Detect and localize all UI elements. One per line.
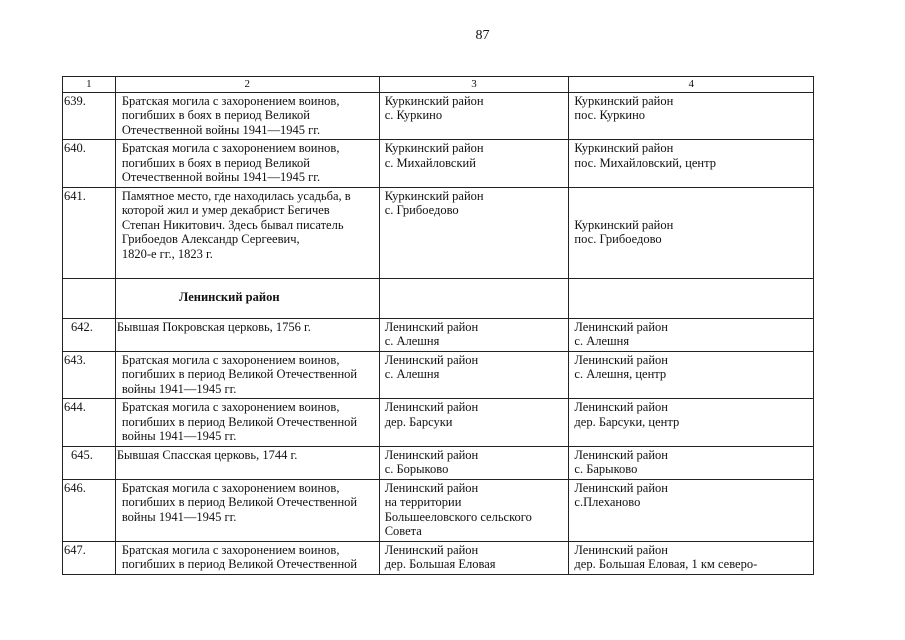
row-description: Памятное место, где находилась усадьба, в которой жил и умер декабрист Бегичев Степан Никитович. Здесь бывал писатель Грибоедов Александр Сергеевич, 1820-е гг., 1823 г. <box>115 187 379 278</box>
row-location: Куркинский район с. Куркино <box>379 92 569 140</box>
page-number: 87 <box>475 28 490 43</box>
row-number: 641. <box>63 187 116 278</box>
table-row <box>63 351 814 399</box>
row-location: Ленинский район дер. Большая Еловая <box>379 541 569 574</box>
row-location: Ленинский район с. Борыково <box>379 446 569 479</box>
section-empty-cell <box>379 278 569 318</box>
header-col-4: 4 <box>569 77 814 93</box>
row-number: 644. <box>63 399 116 447</box>
row-number: 640. <box>63 140 116 188</box>
table-row <box>63 187 814 278</box>
row-description: Братская могила с захоронением воинов, погибших в период Великой Отечественной войны 1941—1945 гг. <box>115 351 379 399</box>
row-location: Ленинский район дер. Барсуки <box>379 399 569 447</box>
table-row <box>63 479 814 541</box>
table-row <box>63 541 814 574</box>
table-row <box>63 399 814 447</box>
row-number: 645. <box>63 446 116 479</box>
header-col-2: 2 <box>115 77 379 93</box>
row-number: 639. <box>63 92 116 140</box>
row-site: Куркинский район пос. Грибоедово <box>569 187 814 278</box>
table-row <box>63 92 814 140</box>
row-site: Ленинский район с. Алешня <box>569 318 814 351</box>
section-empty-cell <box>63 278 116 318</box>
table-row <box>63 140 814 188</box>
row-description: Братская могила с захоронением воинов, погибших в боях в период Великой Отечественной войны 1941—1945 гг. <box>115 92 379 140</box>
row-number: 646. <box>63 479 116 541</box>
row-location: Куркинский район с. Михайловский <box>379 140 569 188</box>
monuments-table <box>62 76 814 575</box>
row-description: Бывшая Спасская церковь, 1744 г. <box>115 446 379 479</box>
row-description: Бывшая Покровская церковь, 1756 г. <box>115 318 379 351</box>
row-site: Ленинский район с. Барыково <box>569 446 814 479</box>
header-col-3: 3 <box>379 77 569 93</box>
row-description: Братская могила с захоронением воинов, погибших в боях в период Великой Отечественной войны 1941—1945 гг. <box>115 140 379 188</box>
table-row <box>63 318 814 351</box>
row-site: Куркинский район пос. Куркино <box>569 92 814 140</box>
row-number: 643. <box>63 351 116 399</box>
header-col-1: 1 <box>63 77 116 93</box>
row-number: 647. <box>63 541 116 574</box>
section-row <box>63 278 814 318</box>
row-site: Ленинский район дер. Большая Еловая, 1 км северо- <box>569 541 814 574</box>
row-description: Братская могила с захоронением воинов, погибших в период Великой Отечественной <box>115 541 379 574</box>
row-location: Ленинский район с. Алешня <box>379 351 569 399</box>
row-description: Братская могила с захоронением воинов, погибших в период Великой Отечественной войны 1941—1945 гг. <box>115 479 379 541</box>
table-row <box>63 446 814 479</box>
row-site: Ленинский район с.Плеханово <box>569 479 814 541</box>
row-number: 642. <box>63 318 116 351</box>
row-site: Ленинский район с. Алешня, центр <box>569 351 814 399</box>
row-description: Братская могила с захоронением воинов, погибших в период Великой Отечественной войны 1941—1945 гг. <box>115 399 379 447</box>
row-site: Ленинский район дер. Барсуки, центр <box>569 399 814 447</box>
section-title: Ленинский район <box>115 278 379 318</box>
row-location: Ленинский район с. Алешня <box>379 318 569 351</box>
table-header-row <box>63 77 814 93</box>
row-site: Куркинский район пос. Михайловский, центр <box>569 140 814 188</box>
section-empty-cell <box>569 278 814 318</box>
row-location: Куркинский район с. Грибоедово <box>379 187 569 278</box>
row-location: Ленинский район на территории Большеeловского сельского Совета <box>379 479 569 541</box>
